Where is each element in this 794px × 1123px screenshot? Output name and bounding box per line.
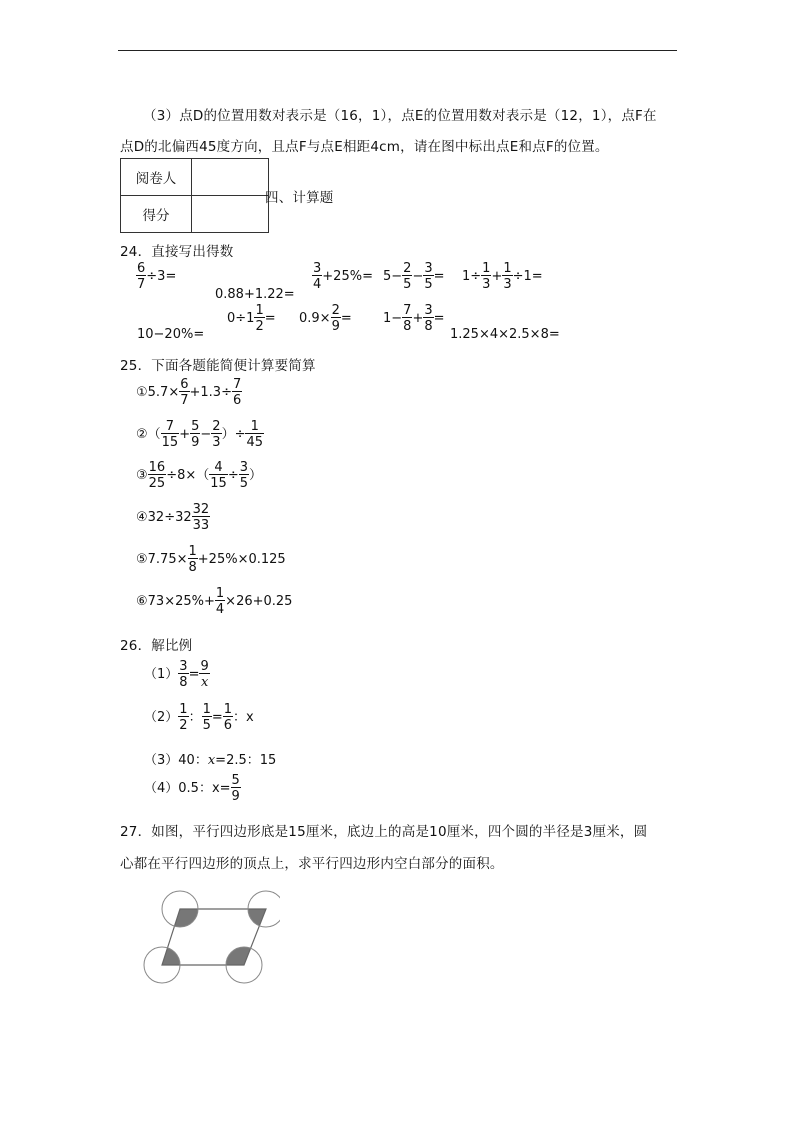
fraction: $\frac{5}{9}$: [231, 773, 240, 804]
fraction: $\frac{2}{5}$: [403, 261, 412, 292]
section-title: 四、计算题: [265, 190, 334, 206]
q25-item5: ⑤7.75× $\frac{1}{8}$ +25%×0.125: [136, 544, 286, 575]
q24-r2-a: 10−20%=: [137, 327, 205, 342]
reviewer-cell: [192, 159, 269, 196]
fraction: $\frac{6}{7}$: [180, 377, 189, 408]
fraction: $\frac{1}{6}$: [223, 702, 233, 733]
q26-title: 26．解比例: [120, 638, 193, 654]
q24-r2-c: 0.9× $\frac{2}{9}$ =: [299, 303, 352, 334]
q26-part1: （1） $\frac{3}{8}$ = $\frac{9}{x}$: [144, 659, 209, 690]
q25-item1: ①5.7× $\frac{6}{7}$ +1.3÷ $\frac{7}{6}$: [136, 377, 242, 408]
q27-line1: 27．如图，平行四边形底是15厘米，底边上的高是10厘米，四个圆的半径是3厘米，圆: [120, 824, 648, 840]
fraction: $\frac{3}{4}$: [313, 261, 322, 292]
q24-r1-e: 1÷ $\frac{1}{3}$ + $\frac{1}{3}$ ÷1=: [462, 261, 543, 292]
shaded-sectors: [144, 891, 280, 983]
q24-r2-b: 0÷1 $\frac{1}{2}$ =: [227, 303, 276, 334]
q26-part4: （4）0.5：x= $\frac{5}{9}$: [144, 773, 240, 804]
header-rule: [118, 50, 677, 51]
q24-r1-b: 0.88+1.22=: [215, 287, 295, 302]
parallelogram-figure: [140, 885, 280, 990]
fraction: $\frac{2}{9}$: [331, 303, 340, 334]
q23-line1: （3）点D的位置用数对表示是（16，1），点E的位置用数对表示是（12，1），点F在: [143, 108, 657, 124]
fraction: $\frac{7}{15}$: [161, 419, 179, 450]
score-cell: [192, 196, 269, 233]
q26-part2: （2） $\frac{1}{2}$ ： $\frac{1}{5}$ = $\frac{1}{6}$ ：x: [144, 702, 254, 733]
fraction: $\frac{1}{8}$: [188, 544, 197, 575]
q25-item3: ③ $\frac{16}{25}$ ÷8×（ $\frac{4}{15}$ ÷ $\frac{3}{5}$ ）: [136, 460, 263, 491]
q24-r2-e: 1.25×4×2.5×8=: [450, 327, 560, 342]
fraction: $\frac{1}{45}$: [246, 419, 264, 450]
fraction: $\frac{4}{15}$: [210, 460, 227, 491]
q24-r2-d: 1− $\frac{7}{8}$ + $\frac{3}{8}$ =: [383, 303, 445, 334]
fraction: $\frac{1}{5}$: [202, 702, 211, 733]
fraction: $\frac{2}{3}$: [212, 419, 221, 450]
q24-r1-d: 5− $\frac{2}{5}$ − $\frac{3}{5}$ =: [383, 261, 445, 292]
reviewer-label: 阅卷人: [121, 159, 192, 196]
q25-item2: ②（ $\frac{7}{15}$ + $\frac{5}{9}$ − $\frac{2}{3}$ ）÷ $\frac{1}{45}$: [136, 419, 264, 450]
q25-title: 25．下面各题能简便计算要简算: [120, 358, 316, 374]
fraction: $\frac{6}{7}$: [137, 261, 146, 292]
fraction: $\frac{7}{8}$: [403, 303, 412, 334]
fraction: $\frac{16}{25}$: [148, 460, 166, 491]
score-table: [120, 158, 269, 233]
fraction: $\frac{7}{6}$: [232, 377, 242, 408]
q25-item6: ⑥73×25%+ $\frac{1}{4}$ ×26+0.25: [136, 586, 293, 617]
q23-line2: 点D的北偏西45度方向，且点F与点E相距4cm，请在图中标出点E和点F的位置。: [120, 139, 609, 155]
fraction: $\frac{1}{4}$: [215, 586, 225, 617]
fraction: $\frac{1}{3}$: [482, 261, 491, 292]
q24-r1-c: $\frac{3}{4}$ +25%=: [313, 261, 373, 292]
q27-line2: 心都在平行四边形的顶点上，求平行四边形内空白部分的面积。: [120, 856, 504, 872]
score-label: 得分: [121, 196, 192, 233]
fraction: $\frac{5}{9}$: [191, 419, 200, 450]
fraction: $\frac{1}{3}$: [503, 261, 512, 292]
fraction: $\frac{1}{2}$: [255, 303, 264, 334]
q25-item4: ④32÷32 $\frac{32}{33}$: [136, 502, 210, 533]
q26-part3: （3）40：x=2.5：15: [144, 753, 277, 768]
fraction: $\frac{3}{5}$: [239, 460, 248, 491]
q24-r1-a: $\frac{6}{7}$ ÷3=: [137, 261, 177, 292]
fraction: $\frac{1}{2}$: [179, 702, 188, 733]
fraction: $\frac{32}{33}$: [192, 502, 210, 533]
fraction: $\frac{3}{5}$: [424, 261, 433, 292]
q24-title: 24．直接写出得数: [120, 244, 234, 260]
fraction: $\frac{3}{8}$: [424, 303, 433, 334]
fraction: $\frac{9}{x}$: [200, 659, 209, 690]
fraction: $\frac{3}{8}$: [179, 659, 188, 690]
